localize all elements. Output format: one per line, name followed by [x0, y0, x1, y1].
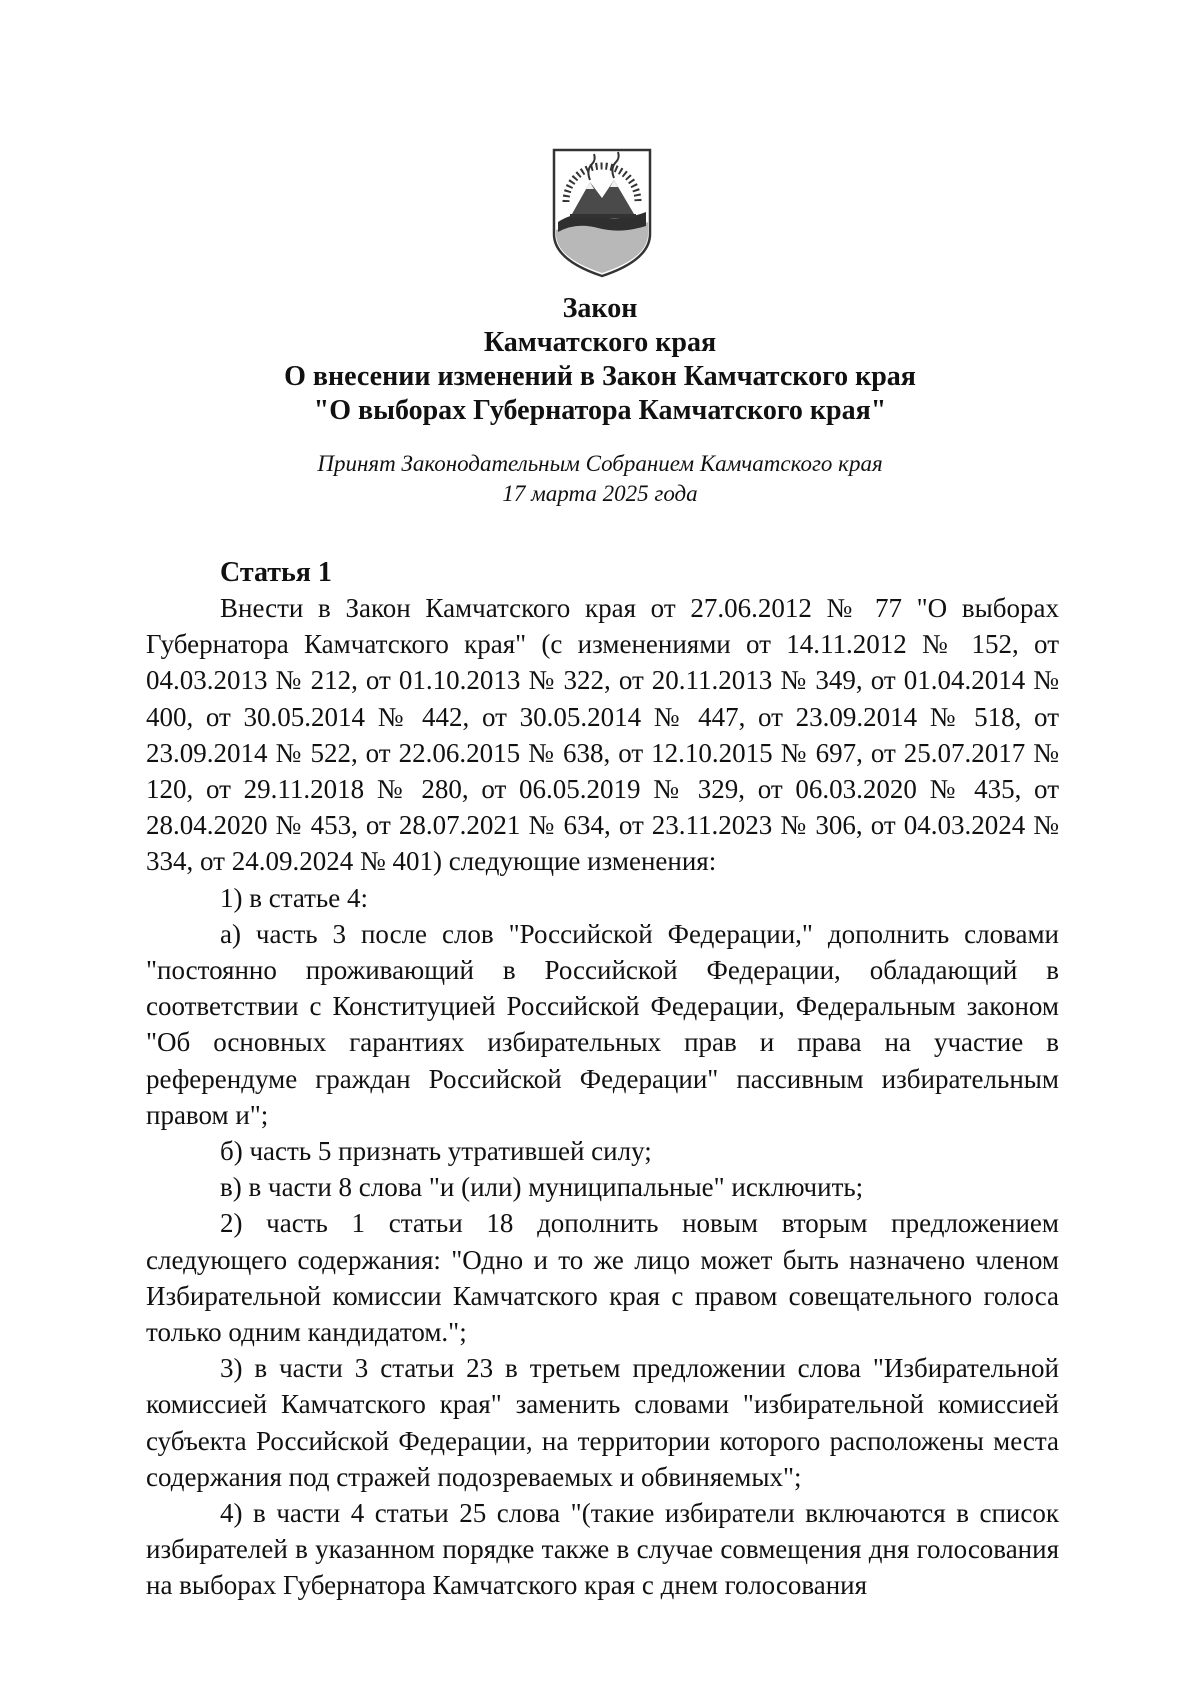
- kamchatka-coat-of-arms-icon: [546, 142, 658, 280]
- paragraph-item-3: 3) в части 3 статьи 23 в третьем предложении слова "Избирательной комиссией Камчатского края" заменить словами "избирательной комиссией субъекта Российской Федерации, на территории которого расположены места содержания под стражей подозреваемых и обвиняемых";: [146, 1353, 1059, 1492]
- law-title: [150, 292, 1050, 428]
- title-law-word: Закон: [562, 293, 638, 324]
- article-heading: Статья 1: [220, 557, 332, 588]
- adoption-note: [150, 449, 1050, 509]
- paragraph-item-1a: а) часть 3 после слов "Российской Федерации," дополнить словами "постоянно проживающий в Российской Федерации, обладающий в соответствии с Конституцией Российской Федерации, Федеральным законом "Об основных гарантиях избирательных прав и права на участие в референдуме граждан Российской Федерации" пассивным избирательным правом и";: [146, 918, 1059, 1130]
- paragraph-item-1b: б) часть 5 признать утратившей силу;: [220, 1136, 652, 1167]
- article-body: [146, 590, 1059, 1604]
- paragraph-item-1c: в) в части 8 слова "и (или) муниципальные" исключить;: [220, 1172, 864, 1203]
- title-subject: О внесении изменений в Закон Камчатского края: [284, 361, 916, 392]
- adoption-body: Принят Законодательным Собранием Камчатского края: [317, 451, 883, 476]
- paragraph-item-1: 1) в статье 4:: [220, 882, 368, 913]
- paragraph-item-4: 4) в части 4 статьи 25 слова "(такие избиратели включаются в список избирателей в указанном порядке также в случае совмещения дня голосования на выборах Губернатора Камчатского края с днем голосования: [146, 1498, 1059, 1601]
- title-region: Камчатского края: [483, 327, 717, 358]
- title-amended-law: "О выборах Губернатора Камчатского края": [313, 395, 887, 426]
- adoption-date: 17 марта 2025 года: [502, 481, 698, 506]
- paragraph-item-2: 2) часть 1 статьи 18 дополнить новым вторым предложением следующего содержания: "Одно и то же лицо может быть назначено членом Избирательной комиссии Камчатского края с правом совещательного голоса только одним кандидатом.";: [146, 1208, 1059, 1348]
- paragraph-intro: Внести в Закон Камчатского края от 27.06.2012 № 77 "О выборах Губернатора Камчатского края" (с изменениями от 14.11.2012 № 152, от 04.03.2013 № 212, от 01.10.2013 № 322, от 20.11.2013 № 349, от 01.04.2014 № 400, от 30.05.2014 № 442, от 30.05.2014 № 447, от 23.09.2014 № 518, от 23.09.2014 № 522, от 22.06.2015 № 638, от 12.10.2015 № 697, от 25.07.2017 № 120, от 29.11.2018 № 280, от 06.05.2019 № 329, от 06.03.2020 № 435, от 28.04.2020 № 453, от 28.07.2021 № 634, от 23.11.2023 № 306, от 04.03.2024 № 334, от 24.09.2024 № 401) следующие изменения:: [146, 593, 1059, 877]
